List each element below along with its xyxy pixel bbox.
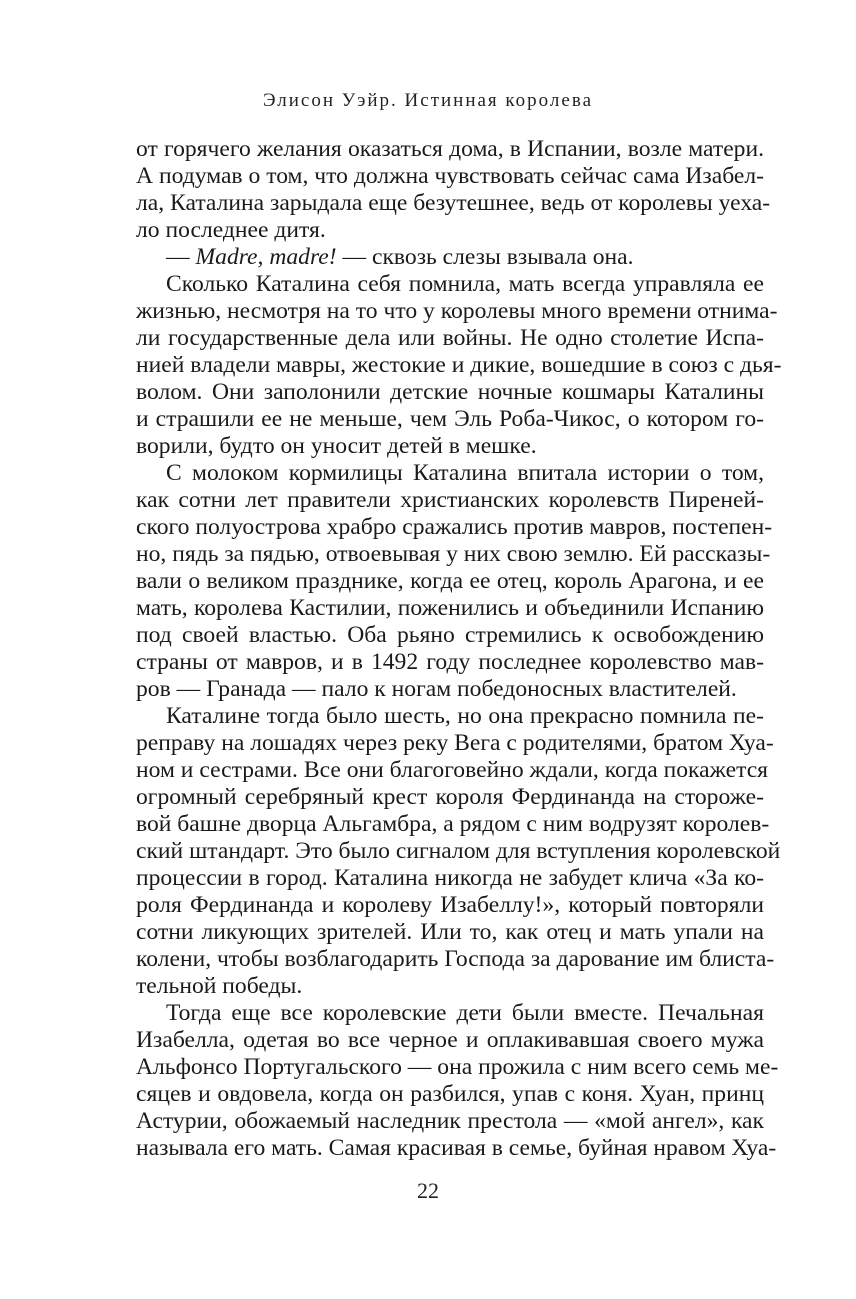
text-line (136, 244, 764, 271)
text-line: мать, королева Кастилии, поженились и объединили Испанию (136, 595, 764, 621)
text-line: Альфонсо Португальского — она прожила с ним всего семь ме- (136, 1054, 779, 1080)
text-line: жизнью, несмотря на то что у королевы много времени отнима- (136, 298, 778, 324)
dialogue-tag: — сквозь слезы взывала она. (336, 244, 634, 270)
text-line: вали о великом празднике, когда ее отец, король Арагона, и ее (136, 568, 764, 594)
text-line: сяцев и овдовела, когда он разбился, упав с коня. Хуан, принц (136, 1081, 764, 1107)
text-line: тельной победы. (136, 973, 303, 999)
text-line: ла, Каталина зарыдала еще безутешнее, ведь от королевы уеха- (136, 190, 771, 216)
text-line: и страшили ее не меньше, чем Эль Роба-Чикос, о котором го- (136, 406, 764, 432)
text-line: ворили, будто он уносит детей в мешке. (136, 433, 537, 459)
text-line: процессии в город. Каталина никогда не забудет клича «За ко- (136, 865, 764, 891)
text-line: сотни ликующих зрителей. Или то, как отец и мать упали на (136, 919, 764, 945)
text-line: вой башне дворца Альгамбра, а рядом с ним водрузят королев- (136, 811, 770, 837)
text-line: волом. Они заполонили детские ночные кошмары Каталины (136, 379, 764, 405)
text-line: Тогда еще все королевские дети были вместе. Печальная (166, 1000, 764, 1026)
text-line: страны от мавров, и в 1492 году последнее королевство мав- (136, 649, 764, 675)
text-line: как сотни лет правители христианских королевств Пиреней- (136, 487, 764, 513)
text-line: С молоком кормилицы Каталина впитала истории о том, (166, 460, 764, 486)
page-number: 22 (417, 1178, 439, 1203)
text-line: огромный серебряный крест короля Фердинанда на стороже- (136, 784, 764, 810)
italic-speech: Madre, madre! (195, 244, 337, 270)
text-line: роля Фердинанда и королеву Изабеллу!», который повторяли (136, 892, 764, 918)
running-head: Элисон Уэйр. Истинная королева (262, 90, 594, 111)
text-line: ского полуострова храбро сражались против мавров, постепен- (136, 514, 773, 540)
text-line: ло последнее дитя. (136, 217, 326, 243)
text-line: нией владели мавры, жестокие и дикие, вошедшие в союз с дья- (136, 352, 782, 378)
text-line: ров — Гранада — пало к ногам победоносных властителей. (136, 676, 737, 702)
text-line: от горячего желания оказаться дома, в Испании, возле матери. (136, 136, 764, 162)
text-line: Сколько Каталина себя помнила, мать всегда управляла ее (166, 271, 764, 297)
text-line: ли государственные дела или войны. Не одно столетие Испа- (136, 325, 764, 351)
text-line: Астурии, обожаемый наследник престола — «мой ангел», как (136, 1108, 764, 1134)
text-line: но, пядь за пядью, отвоевывая у них свою землю. Ей рассказы- (136, 541, 771, 567)
text-line: ский штандарт. Это было сигналом для вступления королевской (136, 838, 781, 864)
text-line: колени, чтобы возблагодарить Господа за дарование им блиста- (136, 946, 775, 972)
text-line: А подумав о том, что должна чувствовать сейчас сама Изабел- (136, 163, 764, 189)
text-line: ном и сестрами. Все они благоговейно ждали, когда покажется (136, 757, 769, 783)
text-line: реправу на лошадях через реку Вега с родителями, братом Хуа- (136, 730, 774, 756)
text-line: Изабелла, одетая во все черное и оплакивавшая своего мужа (136, 1027, 764, 1053)
dialogue-dash: — (166, 244, 196, 270)
body-text (136, 136, 782, 1162)
text-line: под своей властью. Оба рьяно стремились к освобождению (136, 622, 764, 648)
text-line: Каталине тогда было шесть, но она прекрасно помнила пе- (166, 703, 764, 729)
text-line: называла его мать. Самая красивая в семье, буйная нравом Хуа- (136, 1135, 777, 1161)
